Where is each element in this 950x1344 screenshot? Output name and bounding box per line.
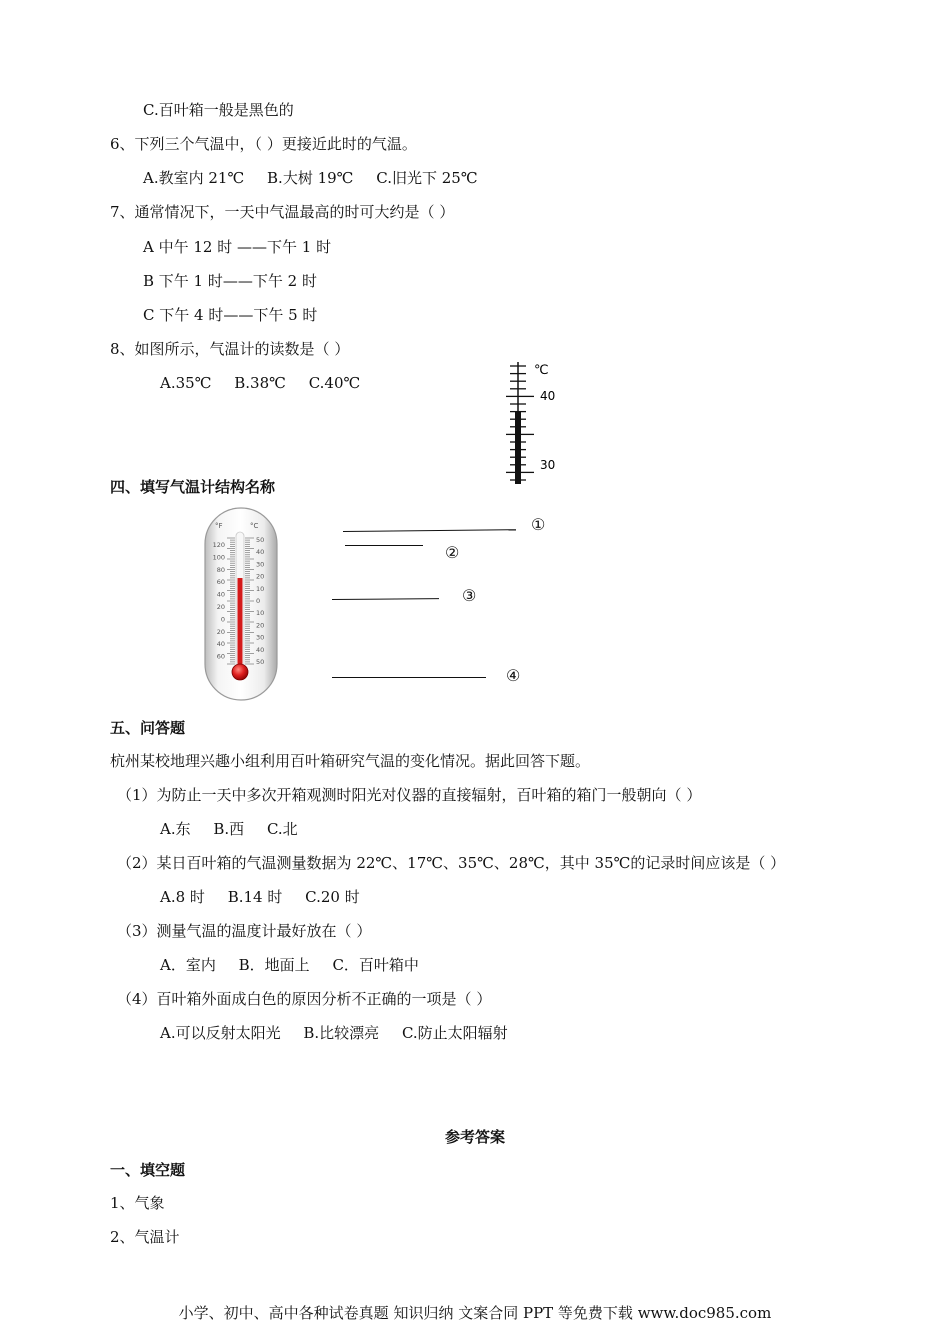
q6-options (143, 168, 496, 188)
scale-c-label: 10 (256, 609, 265, 618)
q8-option-c: C.40℃ (308, 374, 361, 392)
thermometer-figure (203, 506, 283, 706)
q7-option-a: A 中午 12 时 ——下午 1 时 (143, 238, 332, 256)
q5-4-option-c: C.防止太阳辐射 (401, 1024, 508, 1042)
q5-4-options (160, 1023, 526, 1043)
q5-3-option-c: C．百叶箱中 (332, 956, 419, 974)
section4-title: 四、填写气温计结构名称 (110, 478, 276, 496)
marker-4: ④ (506, 666, 521, 685)
q5-3-option-b: B．地面上 (238, 956, 310, 974)
unit-c-label: °C (250, 522, 259, 530)
scale-c-label: 20 (256, 572, 265, 581)
q5-2-option-b: B.14 时 (227, 888, 283, 906)
scale-f-label: 60 (216, 578, 225, 587)
scale-c-label: 50 (256, 536, 265, 544)
q6-option-b: B.大树 19℃ (267, 169, 354, 187)
scale-f-label: 20 (216, 603, 225, 611)
q8-unit-label: ℃ (534, 363, 549, 378)
section5-intro: 杭州某校地理兴趣小组利用百叶箱研究气温的变化情况。据此回答下题。 (110, 752, 591, 770)
label-line-3 (332, 598, 439, 600)
q8-option-b: B.38℃ (234, 374, 286, 392)
q8-options (160, 373, 378, 393)
q6-option-a: A.教室内 21℃ (143, 169, 245, 187)
label-line-1 (343, 529, 516, 532)
scale-f-label: 0 (220, 615, 225, 624)
answers-section1-title: 一、填空题 (110, 1161, 186, 1179)
scale-c-label: 40 (256, 645, 265, 654)
scale-c-label: 30 (256, 633, 265, 642)
scale-f-label: 60 (216, 652, 225, 661)
scale-f-label: 80 (216, 565, 225, 574)
q8-thermometer-figure (500, 360, 580, 490)
label-line-4 (332, 677, 486, 678)
marker-2: ② (445, 543, 460, 562)
q5-1-options (160, 819, 316, 839)
thermometer-liquid (238, 578, 243, 672)
scale-f-label: 100 (212, 553, 225, 562)
q5-3-options (160, 955, 437, 975)
label-line-2 (345, 545, 423, 546)
scale-f-label: 120 (212, 541, 225, 549)
q6-stem: 6、下列三个气温中，（ ）更接近此时的气温。 (110, 135, 417, 153)
q8-label-30: 30 (540, 458, 556, 472)
scale-f-label: 40 (216, 640, 225, 649)
q8-option-a: A.35℃ (160, 374, 212, 392)
q5-4-option-a: A.可以反射太阳光 (160, 1024, 281, 1042)
answer-item-2: 2、气温计 (110, 1228, 180, 1246)
scale-f-label: 20 (216, 627, 225, 636)
q7-option-b: B 下午 1 时——下午 2 时 (143, 272, 317, 290)
marker-1: ① (531, 515, 546, 534)
q7-option-c: C 下午 4 时——下午 5 时 (143, 306, 318, 324)
scale-c-label: 30 (256, 560, 265, 569)
q6-option-c: C.旧光下 25℃ (376, 169, 478, 187)
q7-stem: 7、通常情况下，一天中气温最高的时可大约是（ ） (110, 203, 455, 221)
q5-2-stem: （2）某日百叶箱的气温测量数据为 22℃、17℃、35℃、28℃，其中 35℃的记录时间应该是（ ） (117, 854, 786, 872)
q5-4-stem: （4）百叶箱外面成白色的原因分析不正确的一项是（ ） (117, 990, 492, 1008)
q5-1-option-b: B.西 (213, 820, 245, 838)
q5-3-option-a: A．室内 (160, 956, 216, 974)
thermometer-bulb (232, 664, 248, 680)
scale-c-label: 20 (256, 621, 265, 630)
scale-c-label: 10 (256, 584, 265, 593)
q8-label-40: 40 (540, 389, 556, 403)
unit-f-label: °F (215, 522, 223, 530)
scale-c-label: 40 (256, 548, 265, 557)
q5-2-options (160, 887, 378, 907)
q5-1-option-c: C.北 (266, 820, 298, 838)
q8-liquid-column (515, 412, 521, 484)
q5-option-c: C.百叶箱一般是黑色的 (143, 101, 294, 119)
q5-1-stem: （1）为防止一天中多次开箱观测时阳光对仪器的直接辐射，百叶箱的箱门一般朝向（ ） (117, 786, 702, 804)
page-footer: 小学、初中、高中各种试卷真题 知识归纳 文案合同 PPT 等免费下载 www.doc985.com (178, 1304, 772, 1322)
answers-title: 参考答案 (444, 1128, 505, 1146)
answer-item-1: 1、气象 (110, 1194, 165, 1212)
q5-4-option-b: B.比较漂亮 (303, 1024, 380, 1042)
marker-3: ③ (462, 586, 477, 605)
q5-1-option-a: A.东 (160, 820, 191, 838)
scale-c-label: 50 (256, 658, 265, 666)
scale-f-label: 40 (216, 590, 225, 599)
q5-3-stem: （3）测量气温的温度计最好放在（ ） (117, 922, 372, 940)
section5-title: 五、问答题 (110, 719, 186, 737)
scale-c-label: 0 (256, 597, 261, 605)
q8-stem: 8、如图所示，气温计的读数是（ ） (110, 340, 350, 358)
q5-2-option-a: A.8 时 (160, 888, 205, 906)
q5-2-option-c: C.20 时 (305, 888, 360, 906)
